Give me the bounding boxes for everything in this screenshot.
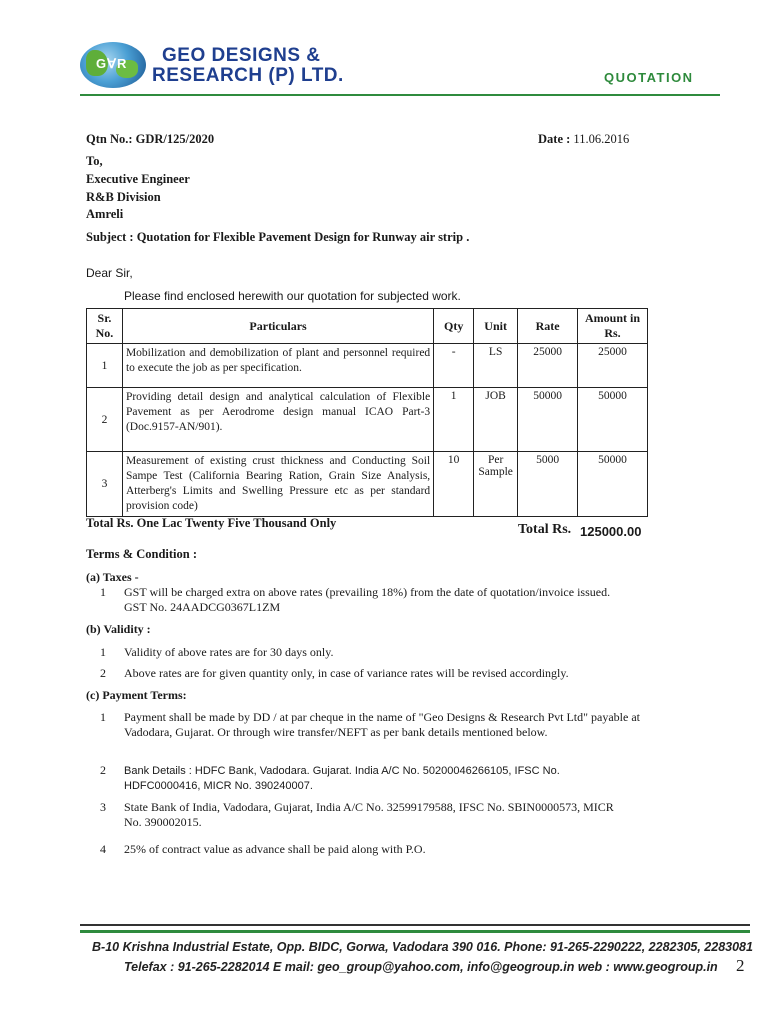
- col-header-rate: Rate: [518, 309, 578, 344]
- address-to: To,: [86, 154, 103, 168]
- payment-item-number: 2: [100, 763, 106, 777]
- col-header-qty: Qty: [434, 309, 474, 344]
- taxes-item-number: 1: [100, 585, 106, 599]
- cell-particulars: Mobilization and demobilization of plant and personnel required to execute the job as per specification.: [122, 344, 433, 388]
- payment-item-text: Bank Details : HDFC Bank, Vadodara. Gujarat. India A/C No. 50200046266105, IFSC No. HDFC0000416, MICR No. 390240007.: [124, 765, 560, 792]
- cell-sr: 3: [87, 452, 123, 517]
- cell-amount: 50000: [578, 452, 648, 517]
- footer-address: B-10 Krishna Industrial Estate, Opp. BIDC, Gorwa, Vadodara 390 016. Phone: 91-265-2290222, 2282305, 2283081: [92, 940, 753, 954]
- cell-rate: 50000: [518, 388, 578, 452]
- cell-qty: 1: [434, 388, 474, 452]
- table-header-row: [87, 309, 648, 344]
- cell-unit: JOB: [474, 388, 518, 452]
- col-header-unit: Unit: [474, 309, 518, 344]
- date-value: 11.06.2016: [573, 132, 630, 146]
- header-divider: [80, 94, 720, 96]
- validity-heading: (b) Validity :: [86, 622, 151, 636]
- salutation: Dear Sir,: [86, 266, 133, 280]
- address-line1: Executive Engineer: [86, 172, 190, 186]
- company-logo-globe: [80, 42, 146, 88]
- total-value: 125000.00: [580, 524, 642, 539]
- cell-unit: Per Sample: [474, 452, 518, 517]
- cell-particulars: Measurement of existing crust thickness and Conducting Soil Sampe Test (California Bearing Ration, Grain Size Analysis, Atterberg's Limits and Swelling Pressure etc as per standard provision code): [122, 452, 433, 517]
- quotation-date: [538, 132, 629, 147]
- table-row: [87, 388, 648, 452]
- company-name-line2: RESEARCH (P) LTD.: [152, 65, 344, 86]
- payment-heading: (c) Payment Terms:: [86, 688, 187, 702]
- footer-divider-green: [80, 930, 750, 933]
- footer-contact: Telefax : 91-265-2282014 E mail: geo_group@yahoo.com, info@geogroup.in web : www.geogroup.in: [124, 960, 718, 974]
- cell-qty: 10: [434, 452, 474, 517]
- table-row: [87, 344, 648, 388]
- col-header-amount: Amount in Rs.: [578, 309, 648, 344]
- payment-item-text: Payment shall be made by DD / at par cheque in the name of "Geo Designs & Research Pvt Ltd" payable at Vadodara, Gujarat. Or through wire transfer/NEFT as per bank details mentioned below.: [124, 710, 640, 739]
- subject-line: Subject : Quotation for Flexible Pavement Design for Runway air strip .: [86, 230, 470, 244]
- terms-heading: Terms & Condition :: [86, 547, 198, 561]
- cell-unit: LS: [474, 344, 518, 388]
- col-header-particulars: Particulars: [122, 309, 433, 344]
- payment-item-number: 3: [100, 800, 106, 814]
- cell-rate: 5000: [518, 452, 578, 517]
- total-in-words: Total Rs. One Lac Twenty Five Thousand Only: [86, 516, 337, 530]
- validity-item-number: 2: [100, 666, 106, 680]
- cell-particulars: Providing detail design and analytical calculation of Flexible Pavement as per Aerodrome design manual ICAO Part-3 (Doc.9157-AN/901).: [122, 388, 433, 452]
- address-line3: Amreli: [86, 207, 124, 221]
- cell-sr: 2: [87, 388, 123, 452]
- quotation-table: [86, 308, 648, 517]
- validity-item-text: Validity of above rates are for 30 days only.: [124, 645, 334, 659]
- cell-qty: -: [434, 344, 474, 388]
- cell-sr: 1: [87, 344, 123, 388]
- footer-divider-dark: [80, 924, 750, 926]
- document-type-label: QUOTATION: [604, 70, 694, 85]
- payment-item-text: State Bank of India, Vadodara, Gujarat, India A/C No. 32599179588, IFSC No. SBIN0000573, MICR No. 390002015.: [124, 800, 614, 829]
- taxes-heading: (a) Taxes -: [86, 570, 139, 584]
- company-name-line1: GEO DESIGNS &: [162, 45, 321, 66]
- address-line2: R&B Division: [86, 190, 161, 204]
- date-label: Date :: [538, 132, 571, 146]
- page-number: 2: [736, 956, 745, 975]
- total-label: Total Rs.: [518, 522, 572, 537]
- payment-item-number: 1: [100, 710, 106, 724]
- validity-item-text: Above rates are for given quantity only, in case of variance rates will be revised accordingly.: [124, 666, 569, 680]
- table-row: [87, 452, 648, 517]
- payment-item-text: 25% of contract value as advance shall be paid along with P.O.: [124, 842, 426, 856]
- logo-text: GⱯR: [96, 56, 128, 71]
- cell-rate: 25000: [518, 344, 578, 388]
- cell-amount: 50000: [578, 388, 648, 452]
- intro-text: Please find enclosed herewith our quotation for subjected work.: [124, 289, 461, 303]
- taxes-item-text: GST will be charged extra on above rates (prevailing 18%) from the date of quotation/invoice issued. GST No. 24AADCG0367L1ZM: [124, 585, 611, 614]
- quotation-number: Qtn No.: GDR/125/2020: [86, 132, 215, 146]
- cell-amount: 25000: [578, 344, 648, 388]
- col-header-sr-no: Sr. No.: [87, 309, 123, 344]
- validity-item-number: 1: [100, 645, 106, 659]
- payment-item-number: 4: [100, 842, 106, 856]
